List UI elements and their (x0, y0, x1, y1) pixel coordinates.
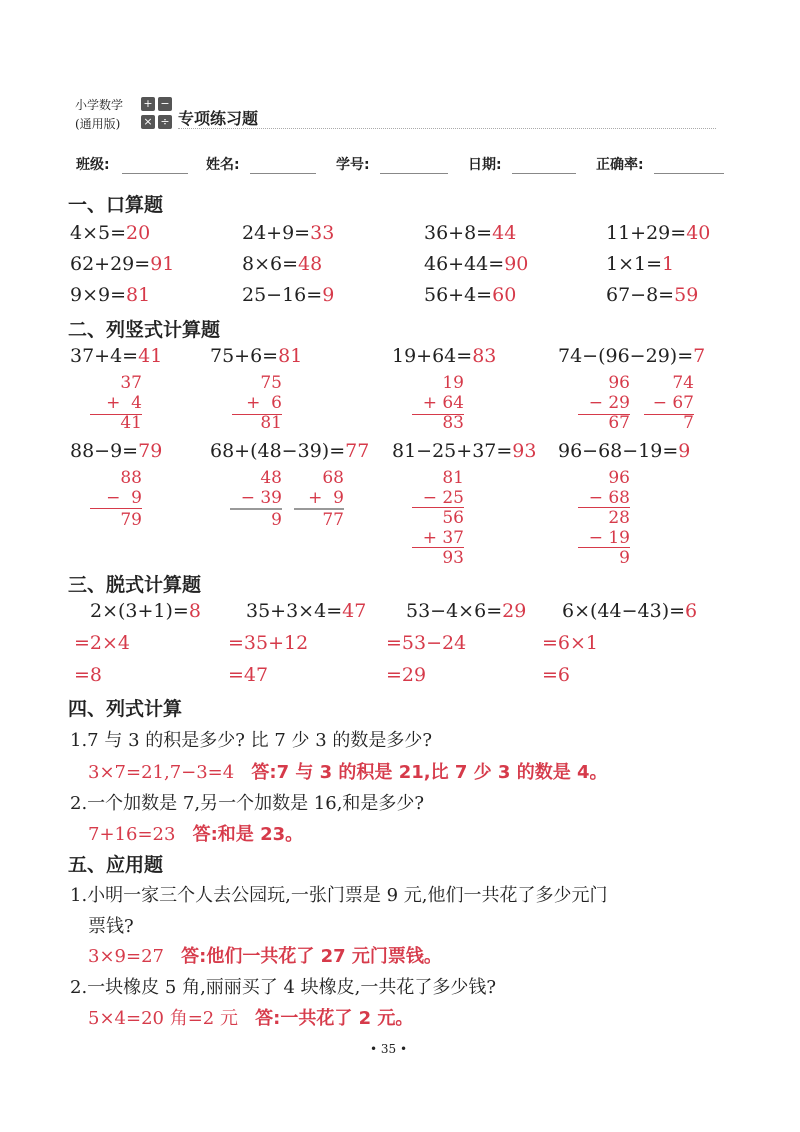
answer: 81 (126, 284, 151, 306)
section-title: 三、脱式计算题 (68, 574, 202, 596)
calc-rule (578, 414, 630, 415)
calc-line: + 37 (422, 528, 464, 548)
calc-line: 9 (271, 510, 282, 530)
calc-line: − 25 (422, 488, 464, 508)
calc-line: + 4 (106, 393, 142, 413)
solution (88, 942, 442, 968)
date-field[interactable] (512, 173, 576, 174)
answer: 59 (674, 284, 699, 306)
calc-line: 88 (120, 468, 142, 488)
multiply-icon: × (141, 115, 155, 129)
problem (70, 222, 150, 244)
answer: 77 (345, 440, 370, 462)
answer: 8 (188, 600, 201, 622)
answer: 81 (278, 345, 303, 367)
calc-line: 68 (322, 468, 344, 488)
problem (406, 600, 526, 622)
answer: 1 (662, 253, 675, 275)
answer: 6 (685, 600, 698, 622)
vertical-calc (86, 373, 142, 433)
solution-expression: 3×9=27 (88, 946, 164, 967)
step: =29 (386, 664, 427, 686)
problem (70, 253, 174, 275)
question: 96−68−19= (558, 440, 679, 462)
answer: 47 (342, 600, 367, 622)
step: =47 (228, 664, 269, 686)
calc-line: 74 (672, 373, 694, 393)
problem (562, 600, 697, 622)
question: 88−9= (70, 440, 139, 462)
calc-line: 79 (120, 510, 142, 530)
question: 9×9= (70, 284, 127, 306)
calc-line: 77 (322, 510, 344, 530)
problem (242, 284, 334, 306)
calc-line: + 9 (308, 488, 344, 508)
word-problem-cont: 票钱? (88, 916, 134, 937)
subject-label: 小学数学 (75, 98, 124, 112)
problem (210, 440, 369, 462)
section-title: 二、列竖式计算题 (68, 319, 221, 341)
question: 67−8= (606, 284, 675, 306)
question: 19+64= (392, 345, 473, 367)
answer: 9 (678, 440, 691, 462)
solution-answer: 答:他们一共花了 27 元门票钱。 (181, 946, 442, 967)
step: =2×4 (74, 632, 131, 654)
answer: 41 (138, 345, 163, 367)
calc-line: − 68 (588, 488, 630, 508)
word-problem: 2.一个加数是 7,另一个加数是 16,和是多少? (70, 793, 425, 814)
question: 4×5= (70, 222, 127, 244)
edition-label: (通用版) (75, 117, 121, 131)
problem (606, 222, 710, 244)
problem (424, 222, 516, 244)
problem (606, 284, 698, 306)
answer: 40 (686, 222, 711, 244)
name-field-label: 姓名: (206, 157, 240, 173)
section-title: 一、口算题 (68, 194, 164, 216)
solution-answer: 答:一共花了 2 元。 (255, 1008, 414, 1029)
calc-line: 83 (442, 413, 464, 433)
vertical-calc (228, 468, 282, 530)
problem (70, 345, 162, 367)
vertical-calc (410, 468, 464, 568)
word-problem: 2.一块橡皮 5 角,丽丽买了 4 块橡皮,一共花了多少钱? (70, 977, 497, 998)
question: 62+29= (70, 253, 151, 275)
problem (424, 284, 516, 306)
calc-line: 28 (608, 508, 630, 528)
problem (90, 600, 201, 622)
question: 74−(96−29)= (558, 345, 694, 367)
calc-line: − 19 (588, 528, 630, 548)
question: 11+29= (606, 222, 687, 244)
calc-line: 75 (260, 373, 282, 393)
step: =8 (74, 664, 103, 686)
calc-rule (90, 508, 142, 509)
calc-rule (294, 508, 344, 510)
question: 46+44= (424, 253, 505, 275)
vertical-calc (88, 468, 142, 530)
question: 2×(3+1)= (90, 600, 189, 622)
solution (88, 1004, 413, 1030)
solution-answer: 答:和是 23。 (192, 824, 304, 845)
calc-line: − 29 (588, 393, 630, 413)
question: 25−16= (242, 284, 323, 306)
vertical-calc (292, 468, 344, 530)
calc-rule (644, 414, 694, 415)
calc-line: 81 (260, 413, 282, 433)
header-divider (178, 128, 716, 129)
calc-line: + 64 (422, 393, 464, 413)
question: 24+9= (242, 222, 311, 244)
question: 53−4×6= (406, 600, 503, 622)
question: 1×1= (606, 253, 663, 275)
calc-rule (90, 414, 142, 415)
answer: 60 (492, 284, 517, 306)
calc-rule (230, 508, 282, 510)
answer: 79 (138, 440, 163, 462)
answer: 20 (126, 222, 151, 244)
problem (606, 253, 674, 275)
vertical-calc (410, 373, 464, 433)
divide-icon: ÷ (158, 115, 172, 129)
problem (392, 440, 536, 462)
solution-answer: 答:7 与 3 的积是 21,比 7 少 3 的数是 4。 (251, 762, 608, 783)
word-problem: 1.7 与 3 的积是多少? 比 7 少 3 的数是多少? (70, 730, 433, 751)
answer: 83 (472, 345, 497, 367)
answer: 9 (322, 284, 335, 306)
answer: 7 (693, 345, 706, 367)
solution-expression: 3×7=21,7−3=4 (88, 762, 235, 783)
question: 36+8= (424, 222, 493, 244)
page-number: • 35 • (370, 1042, 408, 1056)
question: 35+3×4= (246, 600, 343, 622)
question: 81−25+37= (392, 440, 513, 462)
solution-expression: 5×4=20 角=2 元 (88, 1008, 238, 1029)
solution-expression: 7+16=23 (88, 824, 176, 845)
problem (558, 440, 690, 462)
minus-icon: − (158, 97, 172, 111)
answer: 29 (502, 600, 527, 622)
calc-rule (412, 507, 464, 508)
word-problem: 1.小明一家三个人去公园玩,一张门票是 9 元,他们一共花了多少元门 (70, 885, 608, 906)
accuracy-field[interactable] (654, 173, 724, 174)
vertical-calc (230, 373, 282, 433)
calc-line: 37 (120, 373, 142, 393)
calc-line: − 9 (106, 488, 142, 508)
operator-icons (141, 97, 173, 131)
calc-rule (412, 414, 464, 415)
calc-line: + 6 (246, 393, 282, 413)
answer: 93 (512, 440, 537, 462)
problem (392, 345, 496, 367)
class-field[interactable] (122, 173, 188, 174)
calc-rule (578, 507, 630, 508)
answer: 44 (492, 222, 517, 244)
section-title: 五、应用题 (68, 854, 164, 876)
worksheet-title: 专项练习题 (178, 109, 259, 128)
plus-icon: + (141, 97, 155, 111)
problem (242, 222, 334, 244)
question: 68+(48−39)= (210, 440, 346, 462)
step: =53−24 (386, 632, 467, 654)
problem (210, 345, 302, 367)
step: =35+12 (228, 632, 309, 654)
step: =6 (542, 664, 571, 686)
question: 37+4= (70, 345, 139, 367)
solution (88, 820, 303, 846)
calc-line: 96 (608, 373, 630, 393)
answer: 33 (310, 222, 335, 244)
step: =6×1 (542, 632, 599, 654)
calc-line: 7 (683, 413, 694, 433)
calc-line: 48 (260, 468, 282, 488)
question: 8×6= (242, 253, 299, 275)
class-field-label: 班级: (76, 157, 110, 173)
solution (88, 758, 608, 784)
section-title: 四、列式计算 (68, 698, 183, 720)
calc-line: 19 (442, 373, 464, 393)
calc-line: 93 (442, 548, 464, 568)
vertical-calc (576, 373, 630, 433)
accuracy-field-label: 正确率: (596, 157, 644, 173)
id-field[interactable] (380, 173, 448, 174)
answer: 91 (150, 253, 175, 275)
calc-line: 67 (608, 413, 630, 433)
calc-line: 81 (442, 468, 464, 488)
calc-line: − 39 (240, 488, 282, 508)
calc-line: 9 (619, 548, 630, 568)
calc-rule (412, 547, 464, 548)
date-field-label: 日期: (468, 157, 502, 173)
calc-line: 56 (442, 508, 464, 528)
problem (70, 440, 162, 462)
problem (70, 284, 150, 306)
question: 56+4= (424, 284, 493, 306)
calc-line: 41 (120, 413, 142, 433)
calc-rule (232, 414, 282, 415)
question: 75+6= (210, 345, 279, 367)
question: 6×(44−43)= (562, 600, 686, 622)
calc-line: 96 (608, 468, 630, 488)
problem (242, 253, 322, 275)
vertical-calc (642, 373, 694, 433)
problem (424, 253, 528, 275)
name-field[interactable] (250, 173, 316, 174)
calc-line: − 67 (652, 393, 694, 413)
vertical-calc (576, 468, 630, 568)
calc-rule (578, 547, 630, 548)
problem (558, 345, 705, 367)
id-field-label: 学号: (336, 157, 370, 173)
answer: 48 (298, 253, 323, 275)
answer: 90 (504, 253, 529, 275)
problem (246, 600, 366, 622)
